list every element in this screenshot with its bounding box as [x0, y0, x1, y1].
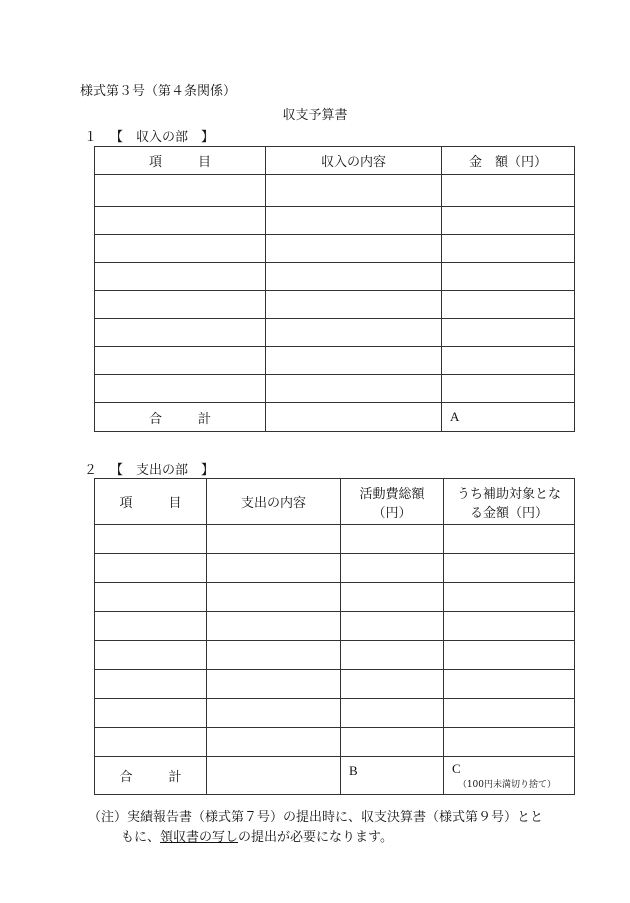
expense-total-content[interactable]	[207, 757, 341, 795]
income-cell-content[interactable]	[266, 291, 442, 319]
income-cell-amount[interactable]	[442, 235, 575, 263]
expense-total-amount-c[interactable]	[444, 757, 575, 795]
income-section-number: １	[84, 130, 98, 145]
expense-cell-total[interactable]	[341, 728, 444, 757]
income-total-amount-a[interactable]: A	[442, 403, 575, 432]
table-row	[95, 319, 575, 347]
expense-cell-total[interactable]	[341, 699, 444, 728]
income-cell-content[interactable]	[266, 347, 442, 375]
expense-cell-total[interactable]	[341, 525, 444, 554]
table-row	[95, 263, 575, 291]
income-cell-amount[interactable]	[442, 263, 575, 291]
footnote-underlined-text: 領収書の写し	[160, 830, 239, 845]
income-cell-item[interactable]	[95, 375, 266, 403]
expense-col-total: 活動費総額 （円）	[341, 479, 444, 525]
table-row	[95, 728, 575, 757]
income-col-content: 収入の内容	[266, 147, 442, 175]
income-col-amount: 金 額（円）	[442, 147, 575, 175]
expense-col-content: 支出の内容	[207, 479, 341, 525]
income-cell-item[interactable]	[95, 319, 266, 347]
table-row	[95, 235, 575, 263]
expense-table	[94, 478, 575, 795]
footnote	[88, 808, 578, 848]
expense-total-row	[95, 757, 575, 795]
table-row	[95, 291, 575, 319]
income-cell-content[interactable]	[266, 207, 442, 235]
expense-col-subsidy: うち補助対象とな る金額（円）	[444, 479, 575, 525]
income-cell-content[interactable]	[266, 235, 442, 263]
income-cell-content[interactable]	[266, 375, 442, 403]
expense-col-item: 項 目	[95, 479, 207, 525]
form-number: 様式第３号（第４条関係）	[80, 84, 237, 99]
expense-cell-item[interactable]	[95, 525, 207, 554]
expense-cell-subsidy[interactable]	[444, 612, 575, 641]
table-row	[95, 641, 575, 670]
income-total-content[interactable]	[266, 403, 442, 432]
expense-cell-subsidy[interactable]	[444, 525, 575, 554]
expense-section-label: 【 支出の部 】	[110, 463, 215, 478]
expense-cell-item[interactable]	[95, 612, 207, 641]
income-cell-content[interactable]	[266, 319, 442, 347]
expense-total-amount-b[interactable]: B	[341, 757, 444, 795]
income-cell-amount[interactable]	[442, 207, 575, 235]
expense-cell-content[interactable]	[207, 554, 341, 583]
income-cell-amount[interactable]	[442, 175, 575, 207]
income-cell-item[interactable]	[95, 291, 266, 319]
expense-section-heading	[84, 459, 214, 478]
table-row	[95, 699, 575, 728]
expense-cell-subsidy[interactable]	[444, 641, 575, 670]
income-total-row	[95, 403, 575, 432]
expense-cell-total[interactable]	[341, 641, 444, 670]
expense-section-number: ２	[84, 463, 98, 478]
footnote-prefix: （注）	[88, 810, 128, 825]
income-cell-item[interactable]	[95, 207, 266, 235]
income-cell-amount[interactable]	[442, 347, 575, 375]
expense-cell-total[interactable]	[341, 583, 444, 612]
expense-cell-content[interactable]	[207, 728, 341, 757]
income-header-row	[95, 147, 575, 175]
income-cell-content[interactable]	[266, 175, 442, 207]
income-section-heading	[84, 126, 214, 145]
income-cell-item[interactable]	[95, 347, 266, 375]
expense-total-label: 合 計	[95, 757, 207, 795]
expense-cell-content[interactable]	[207, 612, 341, 641]
table-row	[95, 375, 575, 403]
expense-cell-subsidy[interactable]	[444, 554, 575, 583]
document-title: 収支予算書	[282, 108, 348, 123]
income-cell-content[interactable]	[266, 263, 442, 291]
expense-cell-item[interactable]	[95, 641, 207, 670]
expense-cell-total[interactable]	[341, 670, 444, 699]
expense-cell-content[interactable]	[207, 525, 341, 554]
expense-cell-content[interactable]	[207, 670, 341, 699]
expense-cell-content[interactable]	[207, 583, 341, 612]
expense-cell-content[interactable]	[207, 699, 341, 728]
expense-cell-item[interactable]	[95, 728, 207, 757]
footnote-line2: もに、領収書の写しの提出が必要になります。	[121, 830, 393, 845]
expense-total-c-mark: C	[452, 761, 461, 776]
expense-cell-total[interactable]	[341, 554, 444, 583]
income-table	[94, 146, 575, 432]
income-section-label: 【 収入の部 】	[110, 130, 215, 145]
expense-header-row	[95, 479, 575, 525]
table-row	[95, 612, 575, 641]
income-cell-amount[interactable]	[442, 375, 575, 403]
table-row	[95, 583, 575, 612]
expense-cell-item[interactable]	[95, 554, 207, 583]
table-row	[95, 175, 575, 207]
expense-cell-total[interactable]	[341, 612, 444, 641]
income-cell-item[interactable]	[95, 235, 266, 263]
expense-cell-subsidy[interactable]	[444, 699, 575, 728]
income-cell-amount[interactable]	[442, 319, 575, 347]
expense-cell-content[interactable]	[207, 641, 341, 670]
expense-cell-subsidy[interactable]	[444, 670, 575, 699]
rounding-note: （100円未満切り捨て）	[457, 780, 556, 790]
income-total-label: 合 計	[95, 403, 266, 432]
table-row	[95, 670, 575, 699]
table-row	[95, 347, 575, 375]
expense-cell-item[interactable]	[95, 583, 207, 612]
table-row	[95, 525, 575, 554]
table-row	[95, 554, 575, 583]
expense-cell-item[interactable]	[95, 670, 207, 699]
expense-cell-subsidy[interactable]	[444, 583, 575, 612]
income-cell-amount[interactable]	[442, 291, 575, 319]
footnote-line1: 実績報告書（様式第７号）の提出時に、収支決算書（様式第９号）とと	[127, 810, 544, 825]
income-cell-item[interactable]	[95, 263, 266, 291]
table-row	[95, 207, 575, 235]
expense-cell-item[interactable]	[95, 699, 207, 728]
income-col-item: 項 目	[95, 147, 266, 175]
expense-cell-subsidy[interactable]	[444, 728, 575, 757]
income-cell-item[interactable]	[95, 175, 266, 207]
